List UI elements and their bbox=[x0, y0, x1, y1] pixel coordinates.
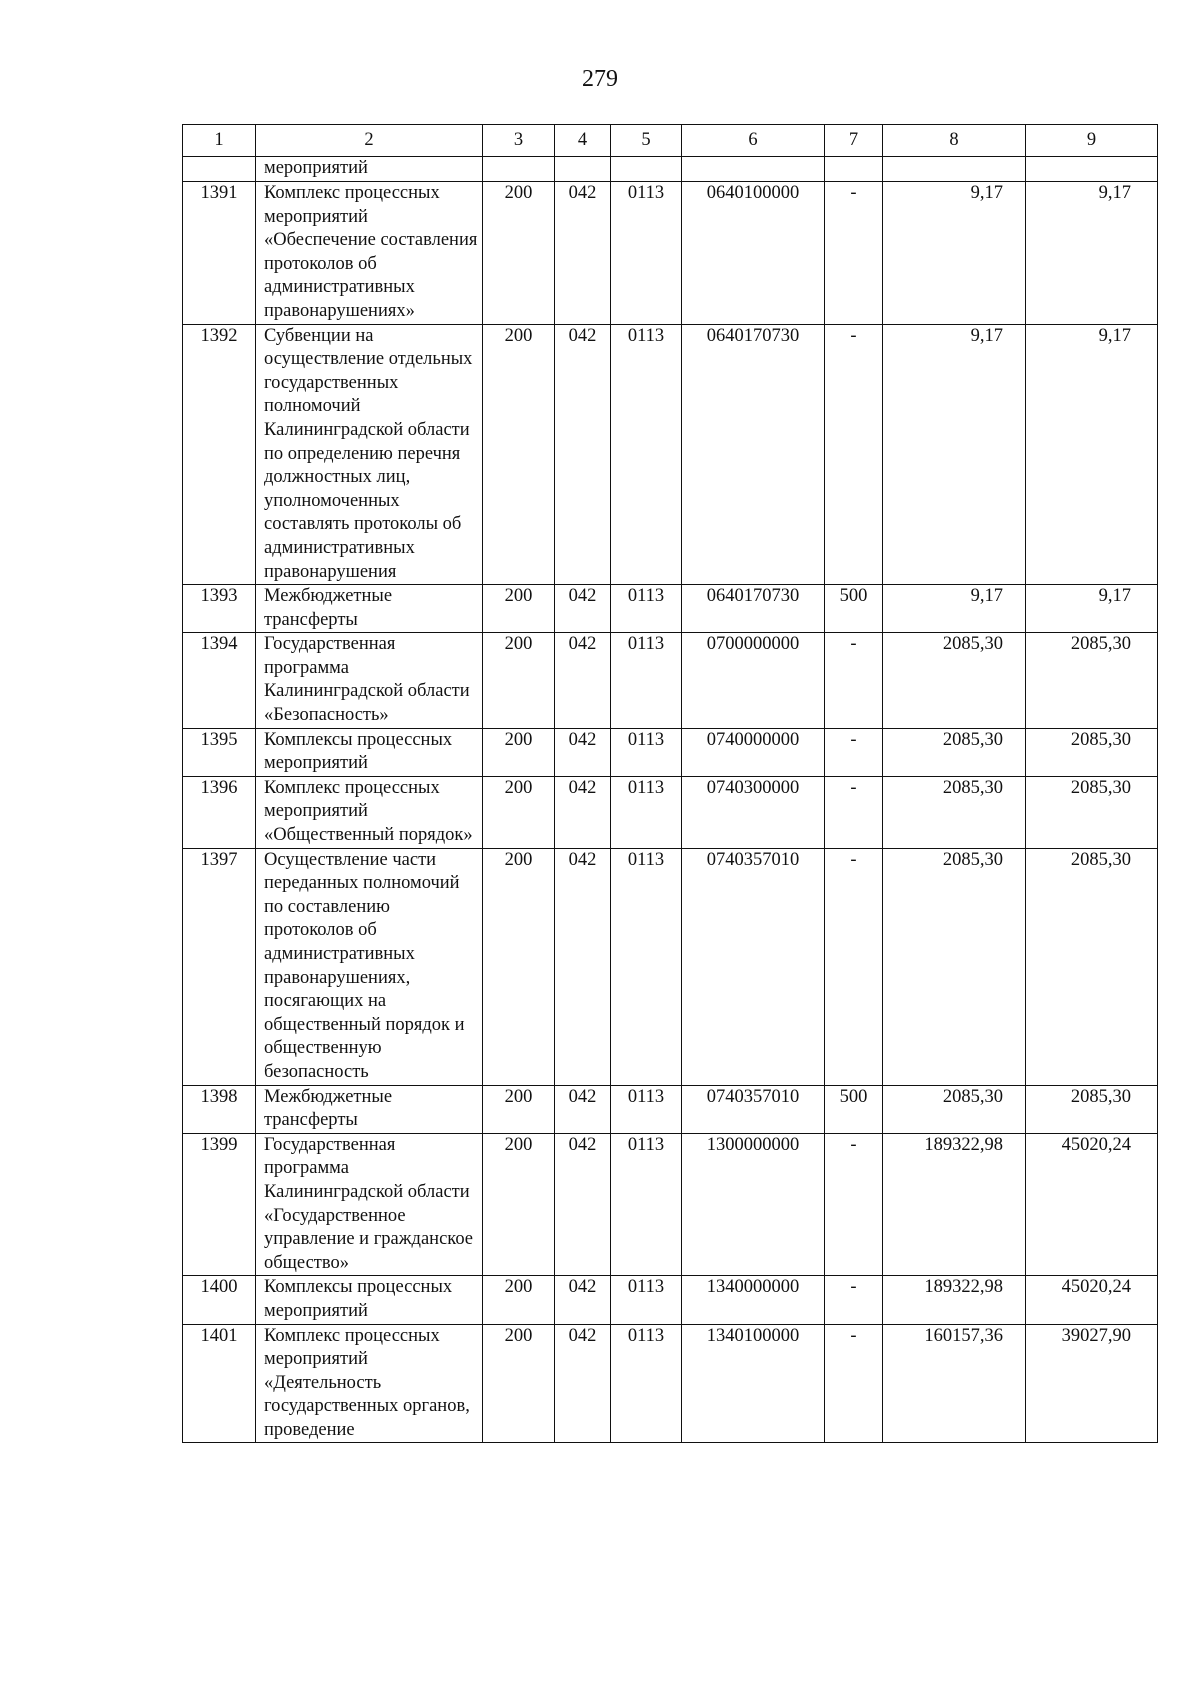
cell-num: 1396 bbox=[183, 776, 256, 848]
cell-c5: 0113 bbox=[611, 324, 682, 585]
cell-num: 1400 bbox=[183, 1276, 256, 1324]
cell-c9: 2085,30 bbox=[1026, 1085, 1158, 1133]
column-header: 2 bbox=[256, 125, 483, 157]
cell-c7: 500 bbox=[825, 1085, 883, 1133]
cell-c7: - bbox=[825, 182, 883, 325]
cell-c7: 500 bbox=[825, 585, 883, 633]
cell-c9: 2085,30 bbox=[1026, 633, 1158, 728]
cell-c4 bbox=[555, 157, 611, 182]
cell-c9: 9,17 bbox=[1026, 585, 1158, 633]
cell-c3: 200 bbox=[483, 776, 555, 848]
column-header: 1 bbox=[183, 125, 256, 157]
cell-c4: 042 bbox=[555, 1085, 611, 1133]
cell-c4: 042 bbox=[555, 182, 611, 325]
cell-c9: 2085,30 bbox=[1026, 776, 1158, 848]
cell-num: 1398 bbox=[183, 1085, 256, 1133]
column-header: 7 bbox=[825, 125, 883, 157]
cell-name: мероприятий bbox=[256, 157, 483, 182]
cell-c4: 042 bbox=[555, 728, 611, 776]
table-row bbox=[183, 776, 1158, 848]
cell-c7: - bbox=[825, 776, 883, 848]
cell-c5: 0113 bbox=[611, 848, 682, 1085]
table-row bbox=[183, 633, 1158, 728]
cell-c8: 2085,30 bbox=[883, 848, 1026, 1085]
cell-c9: 9,17 bbox=[1026, 324, 1158, 585]
table-row bbox=[183, 728, 1158, 776]
cell-c6: 0740357010 bbox=[682, 848, 825, 1085]
cell-c3: 200 bbox=[483, 633, 555, 728]
cell-c4: 042 bbox=[555, 585, 611, 633]
continuation-row bbox=[183, 157, 1158, 182]
cell-name: Осуществление части переданных полномочий по составлению протоколов об административных правонарушениях, посягающих на общественный порядок и общественную безопасность bbox=[256, 848, 483, 1085]
cell-c7: - bbox=[825, 1133, 883, 1276]
cell-c3: 200 bbox=[483, 182, 555, 325]
budget-table bbox=[182, 124, 1158, 1443]
cell-c4: 042 bbox=[555, 776, 611, 848]
cell-c6: 0640170730 bbox=[682, 585, 825, 633]
cell-name: Государственная программа Калининградской области «Безопасность» bbox=[256, 633, 483, 728]
cell-c8: 189322,98 bbox=[883, 1276, 1026, 1324]
cell-c8: 2085,30 bbox=[883, 776, 1026, 848]
cell-c3 bbox=[483, 157, 555, 182]
cell-c9: 9,17 bbox=[1026, 182, 1158, 325]
cell-c8: 2085,30 bbox=[883, 633, 1026, 728]
cell-num: 1399 bbox=[183, 1133, 256, 1276]
cell-num bbox=[183, 157, 256, 182]
cell-c6: 0740300000 bbox=[682, 776, 825, 848]
table-row bbox=[183, 1276, 1158, 1324]
cell-name: Государственная программа Калининградской области «Государственное управление и гражданское общество» bbox=[256, 1133, 483, 1276]
cell-c8: 9,17 bbox=[883, 324, 1026, 585]
cell-name: Комплекс процессных мероприятий «Деятельность государственных органов, проведение bbox=[256, 1324, 483, 1443]
cell-c8: 189322,98 bbox=[883, 1133, 1026, 1276]
cell-num: 1393 bbox=[183, 585, 256, 633]
cell-name: Межбюджетные трансферты bbox=[256, 1085, 483, 1133]
cell-c3: 200 bbox=[483, 324, 555, 585]
cell-num: 1395 bbox=[183, 728, 256, 776]
cell-c4: 042 bbox=[555, 1133, 611, 1276]
cell-c5: 0113 bbox=[611, 633, 682, 728]
cell-c6: 0640170730 bbox=[682, 324, 825, 585]
cell-c8: 2085,30 bbox=[883, 728, 1026, 776]
cell-c3: 200 bbox=[483, 1276, 555, 1324]
cell-c4: 042 bbox=[555, 324, 611, 585]
cell-c8: 160157,36 bbox=[883, 1324, 1026, 1443]
page-number: 279 bbox=[582, 66, 618, 92]
cell-c8: 9,17 bbox=[883, 182, 1026, 325]
cell-num: 1397 bbox=[183, 848, 256, 1085]
cell-num: 1394 bbox=[183, 633, 256, 728]
cell-c7: - bbox=[825, 1324, 883, 1443]
cell-c9 bbox=[1026, 157, 1158, 182]
table-row bbox=[183, 1324, 1158, 1443]
cell-c5: 0113 bbox=[611, 728, 682, 776]
table-row bbox=[183, 182, 1158, 325]
cell-c5: 0113 bbox=[611, 182, 682, 325]
column-header: 3 bbox=[483, 125, 555, 157]
cell-c4: 042 bbox=[555, 1276, 611, 1324]
cell-c6: 0640100000 bbox=[682, 182, 825, 325]
cell-c8: 9,17 bbox=[883, 585, 1026, 633]
cell-c7: - bbox=[825, 848, 883, 1085]
column-header: 8 bbox=[883, 125, 1026, 157]
cell-c6: 0700000000 bbox=[682, 633, 825, 728]
column-header: 6 bbox=[682, 125, 825, 157]
cell-name: Субвенции на осуществление отдельных государственных полномочий Калининградской области по определению перечня должностных лиц, уполномоченных составлять протоколы об административных правонарушения bbox=[256, 324, 483, 585]
cell-c6: 0740000000 bbox=[682, 728, 825, 776]
cell-c3: 200 bbox=[483, 1133, 555, 1276]
cell-c4: 042 bbox=[555, 1324, 611, 1443]
cell-c3: 200 bbox=[483, 585, 555, 633]
cell-c7 bbox=[825, 157, 883, 182]
cell-c5: 0113 bbox=[611, 1324, 682, 1443]
cell-c5 bbox=[611, 157, 682, 182]
cell-c6: 0740357010 bbox=[682, 1085, 825, 1133]
cell-c5: 0113 bbox=[611, 1085, 682, 1133]
cell-c3: 200 bbox=[483, 728, 555, 776]
cell-c7: - bbox=[825, 728, 883, 776]
cell-c9: 2085,30 bbox=[1026, 848, 1158, 1085]
table-row bbox=[183, 585, 1158, 633]
cell-c9: 39027,90 bbox=[1026, 1324, 1158, 1443]
cell-name: Комплекс процессных мероприятий «Обеспечение составления протоколов об административных правонарушениях» bbox=[256, 182, 483, 325]
cell-c5: 0113 bbox=[611, 776, 682, 848]
cell-c6: 1340100000 bbox=[682, 1324, 825, 1443]
cell-c9: 45020,24 bbox=[1026, 1276, 1158, 1324]
cell-c5: 0113 bbox=[611, 585, 682, 633]
table-row bbox=[183, 1133, 1158, 1276]
cell-c3: 200 bbox=[483, 1324, 555, 1443]
cell-c4: 042 bbox=[555, 633, 611, 728]
table-row bbox=[183, 848, 1158, 1085]
cell-c7: - bbox=[825, 324, 883, 585]
cell-c6: 1300000000 bbox=[682, 1133, 825, 1276]
cell-name: Межбюджетные трансферты bbox=[256, 585, 483, 633]
cell-c8: 2085,30 bbox=[883, 1085, 1026, 1133]
table-row bbox=[183, 1085, 1158, 1133]
cell-c5: 0113 bbox=[611, 1133, 682, 1276]
column-header: 5 bbox=[611, 125, 682, 157]
cell-c7: - bbox=[825, 633, 883, 728]
cell-c6 bbox=[682, 157, 825, 182]
column-header: 9 bbox=[1026, 125, 1158, 157]
cell-name: Комплексы процессных мероприятий bbox=[256, 1276, 483, 1324]
cell-c6: 1340000000 bbox=[682, 1276, 825, 1324]
cell-c9: 45020,24 bbox=[1026, 1133, 1158, 1276]
cell-num: 1391 bbox=[183, 182, 256, 325]
cell-name: Комплекс процессных мероприятий «Общественный порядок» bbox=[256, 776, 483, 848]
cell-c8 bbox=[883, 157, 1026, 182]
cell-c9: 2085,30 bbox=[1026, 728, 1158, 776]
cell-c3: 200 bbox=[483, 848, 555, 1085]
cell-c4: 042 bbox=[555, 848, 611, 1085]
column-header: 4 bbox=[555, 125, 611, 157]
cell-num: 1401 bbox=[183, 1324, 256, 1443]
cell-c7: - bbox=[825, 1276, 883, 1324]
cell-c3: 200 bbox=[483, 1085, 555, 1133]
cell-c5: 0113 bbox=[611, 1276, 682, 1324]
header-row bbox=[183, 125, 1158, 157]
cell-num: 1392 bbox=[183, 324, 256, 585]
table-row bbox=[183, 324, 1158, 585]
cell-name: Комплексы процессных мероприятий bbox=[256, 728, 483, 776]
